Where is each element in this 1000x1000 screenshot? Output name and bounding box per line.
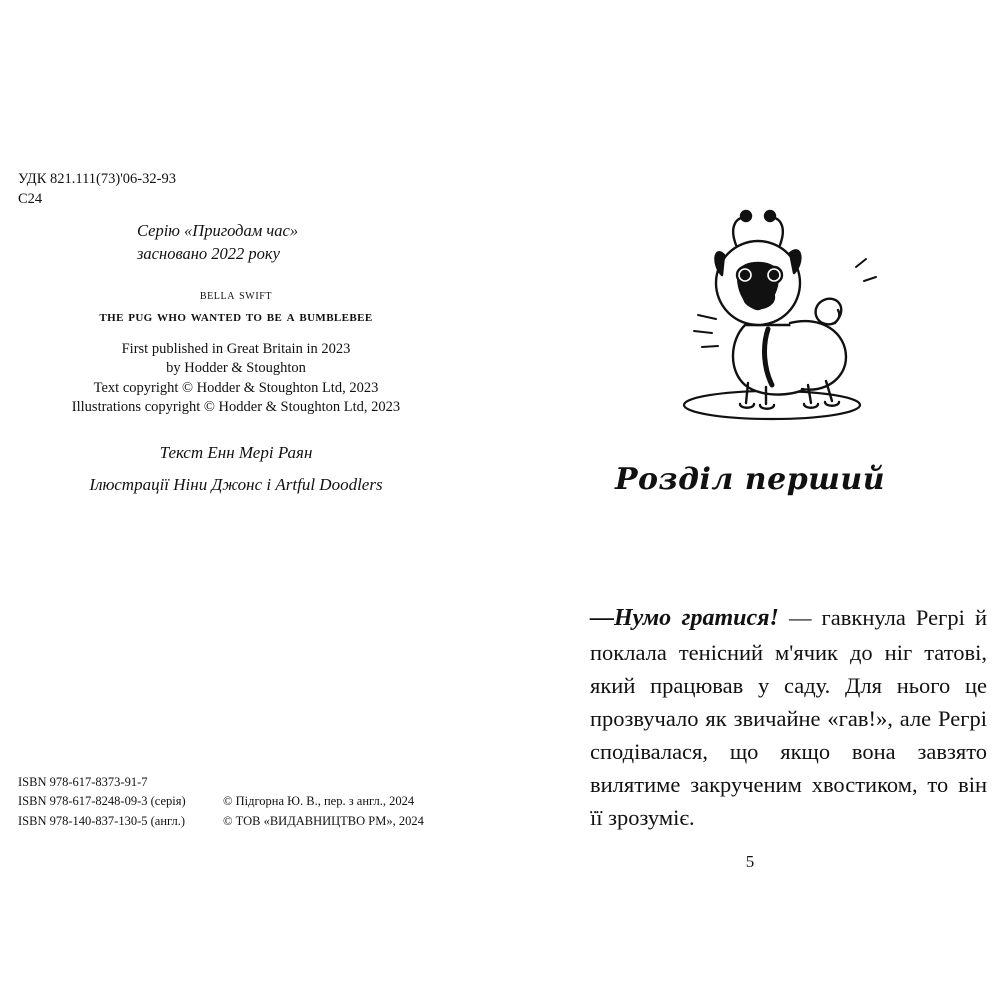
isbn-row — [18, 773, 424, 792]
original-title: the pug who wanted to be a bumblebee — [99, 308, 373, 325]
publication-line: Illustrations copyright © Hodder & Stoughton Ltd, 2023 — [71, 398, 401, 415]
isbn-copyright: © Підгорна Ю. В., пер. з англ., 2024 — [223, 794, 415, 809]
publication-line: by Hodder & Stoughton — [166, 360, 306, 377]
page-number: 5 — [745, 852, 755, 871]
text-credit: Текст Енн Мері Раян — [159, 443, 313, 463]
isbn-code: ISBN 978-617-8248-09-3 (серія) — [18, 794, 186, 809]
udk-line-1: УДК 821.111(73)'06-32-93 — [18, 171, 176, 187]
isbn-code: ISBN 978-140-837-130-5 (англ.) — [18, 813, 186, 828]
series-note — [137, 220, 298, 266]
isbn-row — [18, 812, 424, 831]
udk-block — [18, 170, 176, 209]
credits-block — [0, 288, 472, 495]
publication-line: Text copyright © Hodder & Stoughton Ltd, 2023 — [93, 379, 379, 396]
udk-line-2: С24 — [18, 190, 43, 207]
story-body: — гавкнула Регрі й поклала тенісний м'ячик до ніг татові, який працював у саду. Для нього це прозвучало як звичайне «гав!», але Регрі сподівалася, що якщо вона завзято вилятиме закрученим хвостиком, то він її зрозуміє. — [590, 604, 987, 831]
isbn-code: ISBN 978-617-8373-91-7 — [18, 775, 148, 789]
isbn-block — [18, 773, 424, 831]
localization-credits — [0, 443, 472, 495]
isbn-row — [18, 792, 424, 811]
series-note-line-1: Серію «Пригодам час» — [137, 221, 299, 240]
story-paragraph — [590, 601, 987, 835]
isbn-copyright: © ТОВ «ВИДАВНИЦТВО РМ», 2024 — [223, 813, 424, 828]
pug-dog-illustration — [650, 205, 900, 440]
publication-info — [0, 340, 472, 417]
series-note-line-2: засновано 2022 року — [137, 243, 280, 263]
story-lead: —Нумо гратися! — [590, 604, 779, 631]
chapter-title: Розділ перший — [614, 462, 886, 497]
publication-line: First published in Great Britain in 2023 — [121, 341, 351, 357]
original-author: bella swift — [199, 288, 273, 303]
chapter-opening-page — [500, 0, 1000, 1000]
illustration-credit: Ілюстрації Ніни Джонс і Artful Doodlers — [89, 474, 383, 494]
